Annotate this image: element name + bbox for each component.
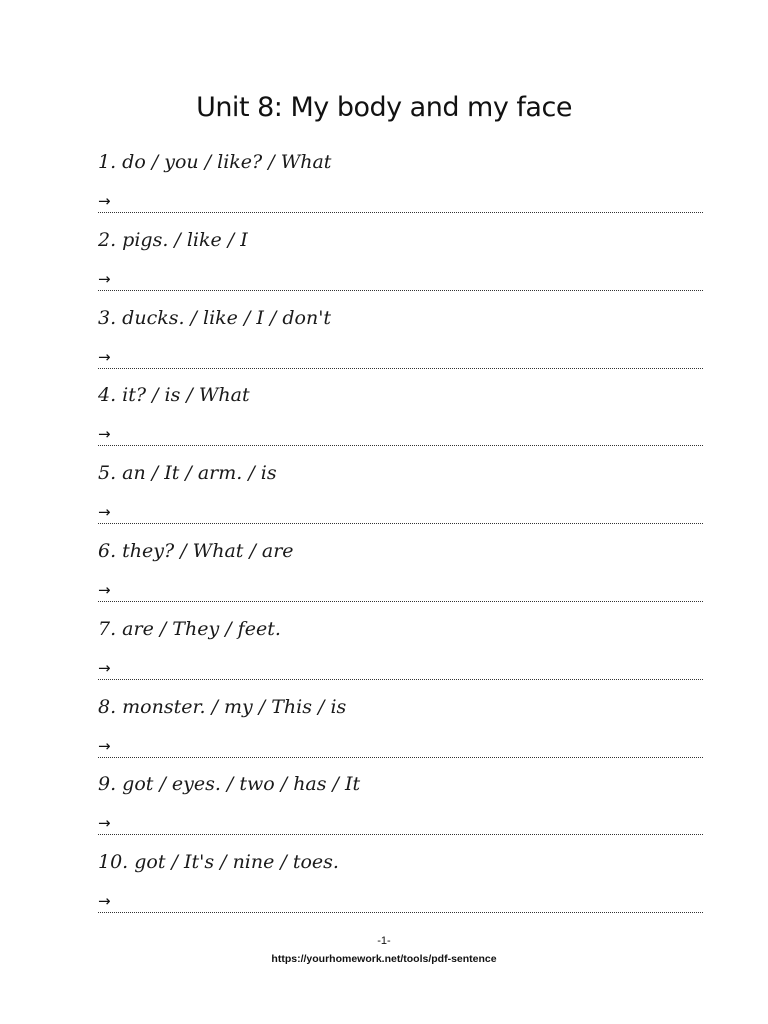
arrow-right-icon: → — [98, 736, 111, 755]
answer-line[interactable] — [98, 812, 703, 835]
answer-line[interactable] — [98, 346, 703, 369]
exercise-item — [98, 535, 703, 613]
exercise-item — [98, 146, 703, 224]
exercise-prompt: 10. got / It's / nine / toes. — [98, 851, 339, 874]
arrow-right-icon: → — [98, 269, 111, 288]
answer-line[interactable] — [98, 735, 703, 758]
arrow-right-icon: → — [98, 192, 111, 210]
exercise-item — [98, 302, 703, 380]
arrow-right-icon: → — [98, 658, 111, 677]
page-title: Unit 8: My body and my face — [196, 92, 572, 124]
exercise-prompt: 4. it? / is / What — [98, 384, 250, 407]
exercise-item — [98, 691, 703, 769]
arrow-right-icon: → — [98, 580, 111, 599]
arrow-right-icon: → — [98, 814, 111, 833]
answer-line[interactable] — [98, 657, 703, 680]
exercise-prompt: 7. are / They / feet. — [98, 617, 281, 640]
exercise-item — [98, 224, 703, 302]
exercise-prompt: 6. they? / What / are — [98, 539, 294, 562]
answer-line[interactable] — [98, 579, 703, 602]
exercise-prompt: 5. an / It / arm. / is — [98, 462, 277, 485]
page-number: -1- — [377, 935, 391, 947]
exercise-prompt: 1. do / you / like? / What — [98, 151, 332, 173]
arrow-right-icon: → — [98, 892, 111, 911]
footer-url: https://yourhomework.net/tools/pdf-sentence — [271, 953, 497, 965]
exercise-list — [98, 146, 703, 924]
arrow-right-icon: → — [98, 503, 111, 522]
answer-line[interactable] — [98, 501, 703, 524]
exercise-prompt: 2. pigs. / like / I — [98, 228, 248, 251]
exercise-prompt: 9. got / eyes. / two / has / It — [98, 773, 361, 796]
exercise-item — [98, 768, 703, 846]
answer-line[interactable] — [98, 268, 703, 291]
arrow-right-icon: → — [98, 347, 111, 366]
answer-line[interactable] — [98, 190, 703, 213]
exercise-item — [98, 613, 703, 691]
exercise-item — [98, 846, 703, 924]
answer-line[interactable] — [98, 423, 703, 446]
exercise-prompt: 3. ducks. / like / I / don't — [98, 306, 332, 329]
answer-line[interactable] — [98, 890, 703, 913]
exercise-prompt: 8. monster. / my / This / is — [98, 695, 347, 718]
arrow-right-icon: → — [98, 425, 111, 444]
exercise-item — [98, 379, 703, 457]
exercise-item — [98, 457, 703, 535]
